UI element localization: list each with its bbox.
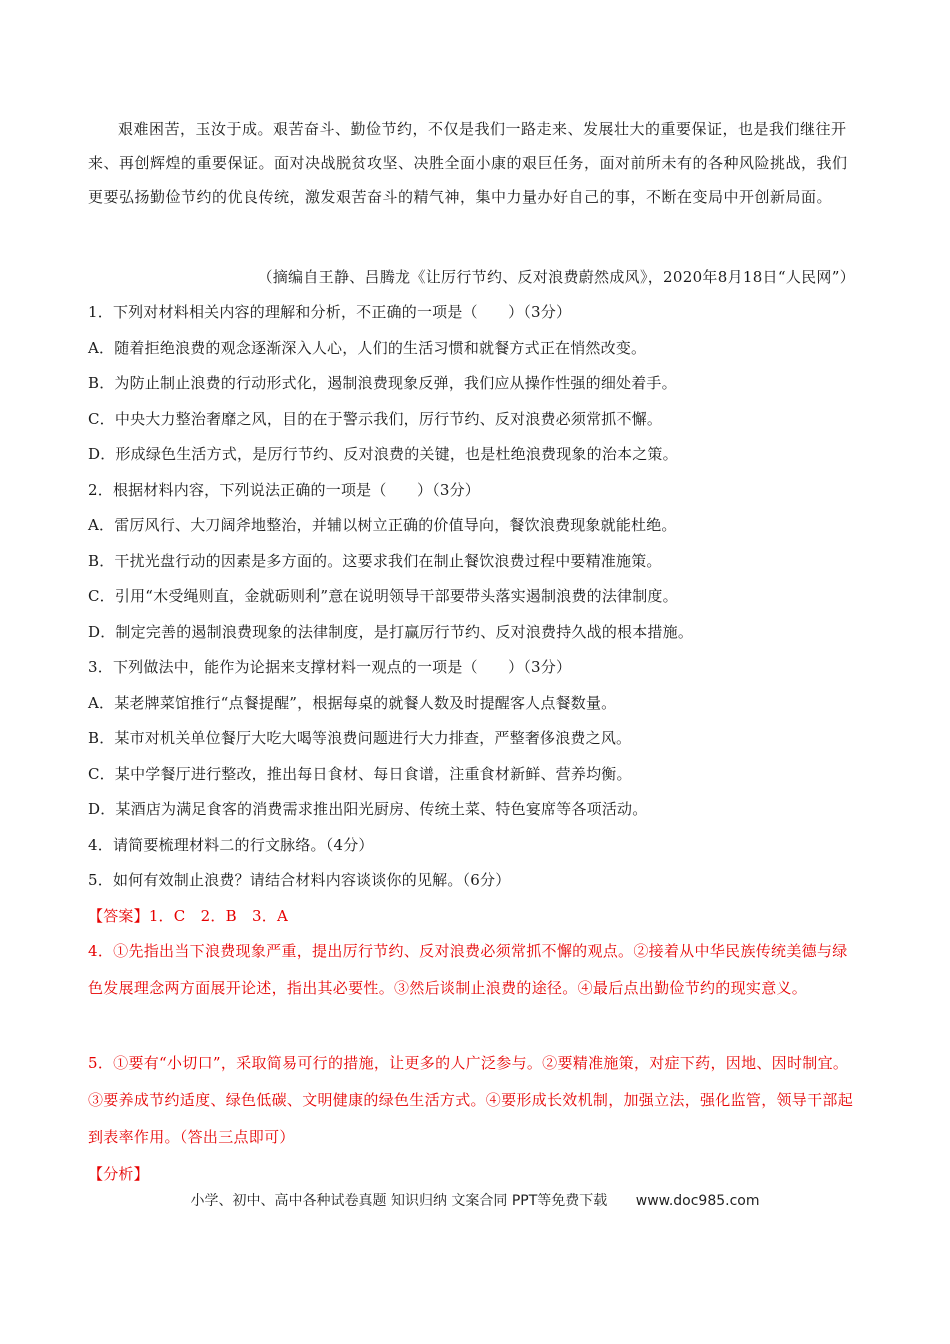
question-4-stem: 4．请简要梳理材料二的行文脉络。（4分） <box>88 836 374 854</box>
question-3-stem: 3．下列做法中，能作为论据来支撑材料一观点的一项是（ ）（3分） <box>88 658 572 676</box>
answer-choice-values: 1．C 2．B 3．A <box>148 907 288 925</box>
question-1-option-b: B．为防止制止浪费的行动形式化，遏制浪费现象反弹，我们应从操作性强的细处着手。 <box>88 374 677 392</box>
question-5-stem: 5．如何有效制止浪费？请结合材料内容谈谈你的见解。（6分） <box>88 871 511 889</box>
question-1-option-a: A．随着拒绝浪费的观念逐渐深入人心，人们的生活习惯和就餐方式正在悄然改变。 <box>88 339 647 357</box>
answer-4: 4．①先指出当下浪费现象严重，提出厉行节约、反对浪费必须常抓不懈的观点。②接着从中华民族传统美德与绿色发展理念两方面展开论述，指出其必要性。③然后谈制止浪费的途径。④最后点出勤俭节约的现实意义。 <box>88 942 848 997</box>
question-3-option-a: A．某老牌菜馆推行“点餐提醒”，根据每桌的就餐人数及时提醒客人点餐数量。 <box>88 694 617 712</box>
question-1-option-d: D．形成绿色生活方式，是厉行节约、反对浪费的关键，也是杜绝浪费现象的治本之策。 <box>88 445 678 463</box>
answer-label: 【答案】 <box>88 907 149 925</box>
passage-paragraph: 艰难困苦，玉汝于成。艰苦奋斗、勤俭节约，不仅是我们一路走来、发展壮大的重要保证，也是我们继往开来、再创辉煌的重要保证。面对决战脱贫攻坚、决胜全面小康的艰巨任务，面对前所未有的各种风险挑战，我们更要弘扬勤俭节约的优良传统，激发艰苦奋斗的精气神，集中力量办好自己的事，不断在变局中开创新局面。 <box>88 120 848 206</box>
question-3-option-c: C．某中学餐厅进行整改，推出每日食材、每日食谱，注重食材新鲜、营养均衡。 <box>88 765 632 783</box>
footer-text: 小学、初中、高中各种试卷真题 知识归纳 文案合同 PPT等免费下载 <box>190 1193 608 1209</box>
answer-choices <box>88 905 288 926</box>
answer-5: 5．①要有“小切口”，采取简易可行的措施，让更多的人广泛参与。②要精准施策，对症下药，因地、因时制宜。③要养成节约适度、绿色低碳、文明健康的绿色生活方式。④要形成长效机制，加强立法，强化监管，领导干部起到表率作用。（答出三点即可） <box>88 1054 854 1146</box>
analysis-label: 【分析】 <box>88 1165 149 1183</box>
question-2-option-a: A．雷厉风行、大刀阔斧地整治，并辅以树立正确的价值导向，餐饮浪费现象就能杜绝。 <box>88 516 677 534</box>
question-3-option-d: D．某酒店为满足食客的消费需求推出阳光厨房、传统土菜、特色宴席等各项活动。 <box>88 800 648 818</box>
question-1-stem: 1．下列对材料相关内容的理解和分析，不正确的一项是（ ）（3分） <box>88 303 572 321</box>
question-2-option-c: C．引用“木受绳则直，金就砺则利”意在说明领导干部要带头落实遏制浪费的法律制度。 <box>88 587 678 605</box>
passage-source: （摘编自王静、吕腾龙《让厉行节约、反对浪费蔚然成风》，2020年8月18日“人民网”） <box>257 268 855 286</box>
question-2-option-d: D．制定完善的遏制浪费现象的法律制度，是打赢厉行节约、反对浪费持久战的根本措施。 <box>88 623 694 641</box>
footer-site[interactable]: www.doc985.com <box>635 1193 760 1209</box>
question-2-option-b: B．干扰光盘行动的因素是多方面的。这要求我们在制止餐饮浪费过程中要精准施策。 <box>88 552 662 570</box>
question-3-option-b: B．某市对机关单位餐厅大吃大喝等浪费问题进行大力排查，严整奢侈浪费之风。 <box>88 729 632 747</box>
question-1-option-c: C．中央大力整治奢靡之风，目的在于警示我们，厉行节约、反对浪费必须常抓不懈。 <box>88 410 663 428</box>
question-2-stem: 2．根据材料内容，下列说法正确的一项是（ ）（3分） <box>88 481 480 499</box>
page-footer <box>0 1190 950 1210</box>
